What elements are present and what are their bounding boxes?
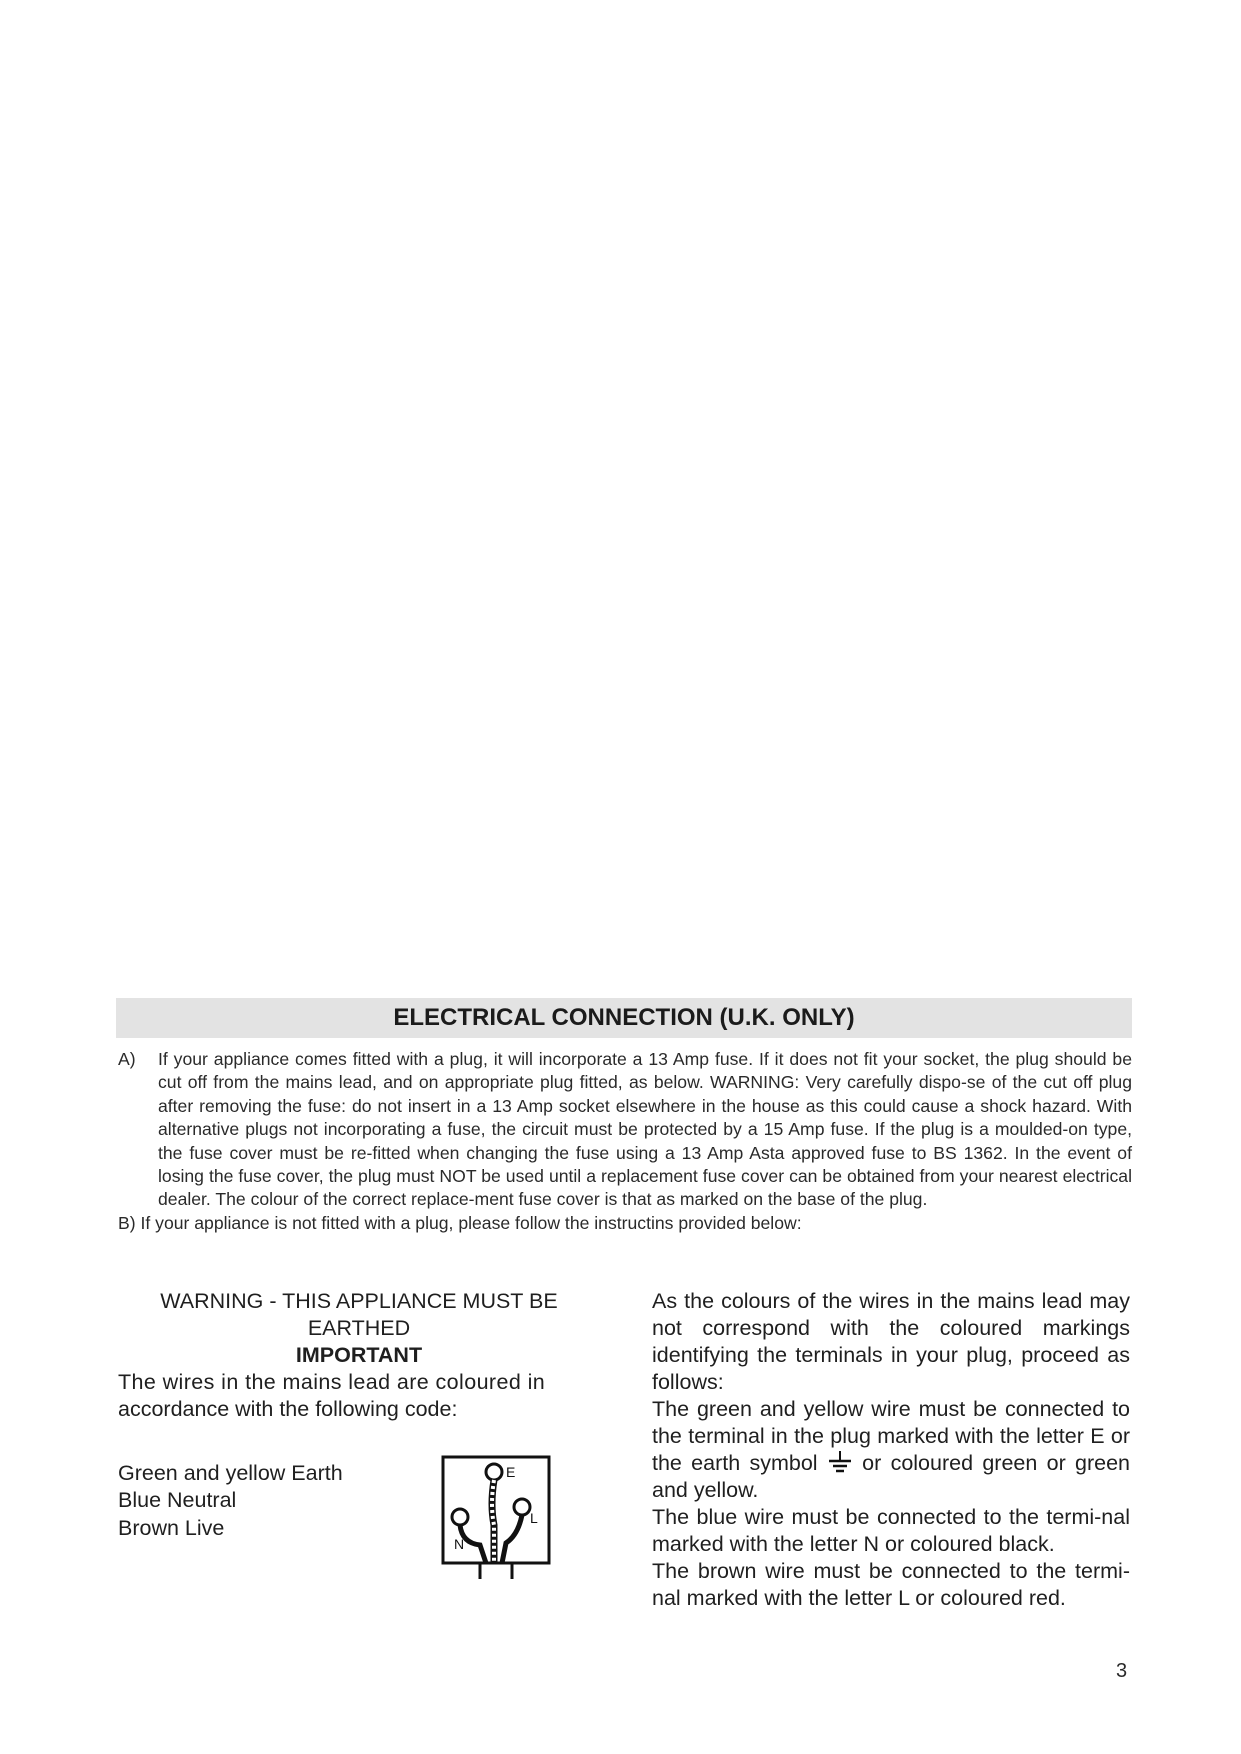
plug-wiring-diagram — [440, 1455, 556, 1583]
code-live: Brown Live — [118, 1516, 225, 1540]
live-wire — [502, 1515, 522, 1563]
neutral-label: N — [454, 1536, 465, 1552]
instruction-a — [118, 1048, 1132, 1212]
earth-wire-text-after: or coloured green or green and yellow. — [652, 1451, 1130, 1502]
earth-wire-paragraph — [652, 1396, 1130, 1504]
live-terminal — [514, 1499, 530, 1515]
section-title: ELECTRICAL CONNECTION (U.K. ONLY) — [393, 1004, 855, 1031]
neutral-terminal — [452, 1509, 468, 1525]
wire-colour-codes — [118, 1460, 343, 1542]
right-column — [652, 1288, 1130, 1612]
earth-terminal — [486, 1464, 502, 1480]
earth-symbol-icon — [827, 1451, 853, 1473]
live-label: L — [530, 1510, 538, 1526]
wire-code-intro-line2: accordance with the following code: — [118, 1397, 458, 1421]
instruction-a-marker: A) — [118, 1049, 136, 1069]
code-neutral: Blue Neutral — [118, 1488, 237, 1512]
wire-code-intro-line1: The wires in the mains lead are coloured in — [118, 1370, 546, 1394]
page-number: 3 — [1116, 1660, 1128, 1682]
code-earth: Green and yellow Earth — [118, 1461, 343, 1485]
earth-wire-text-before: The green and yellow wire must be connected to the terminal in the plug marked with the letter E or the earth symbol — [652, 1397, 1130, 1475]
instructions-list — [118, 1048, 1132, 1235]
blue-wire-paragraph: The blue wire must be connected to the termi-nal marked with the letter N or coloured black. — [652, 1505, 1130, 1556]
earth-label: E — [506, 1464, 516, 1480]
instruction-b-text: B) If your appliance is not fitted with a plug, please follow the instructins provided below: — [118, 1212, 802, 1233]
brown-wire-paragraph: The brown wire must be connected to the termi-nal marked with the letter L or coloured red. — [652, 1559, 1130, 1610]
earthing-warning: WARNING - THIS APPLIANCE MUST BE EARTHED — [160, 1289, 558, 1340]
colour-mismatch-paragraph: As the colours of the wires in the mains lead may not correspond with the coloured markings identifying the terminals in your plug, proceed as follows: — [652, 1289, 1130, 1394]
left-column — [118, 1288, 600, 1423]
instruction-a-text: If your appliance comes fitted with a plug, it will incorporate a 13 Amp fuse. If it does not fit your socket, the plug should be cut off from the mains lead, and on appropriate plug fitted, as below. WARNING: Very carefully dispo-se of the cut off plug after removing the fuse: do not insert in a 13 Amp socket elsewhere in the house as this could cause a shock hazard. With alternative plugs not incorporating a fuse, the circuit must be protected by a 15 Amp fuse. If the plug is a moulded-on type, the fuse cover must be re-fitted when changing the fuse using a 13 Amp Asta approved fuse to BS 1362. In the event of losing the fuse cover, the plug must NOT be used until a replacement fuse cover can be obtained from your nearest electrical dealer. The colour of the correct replace-ment fuse cover is that as marked on the base of the plug. — [158, 1049, 1132, 1210]
section-title-banner — [116, 998, 1132, 1038]
important-heading: IMPORTANT — [295, 1343, 423, 1367]
